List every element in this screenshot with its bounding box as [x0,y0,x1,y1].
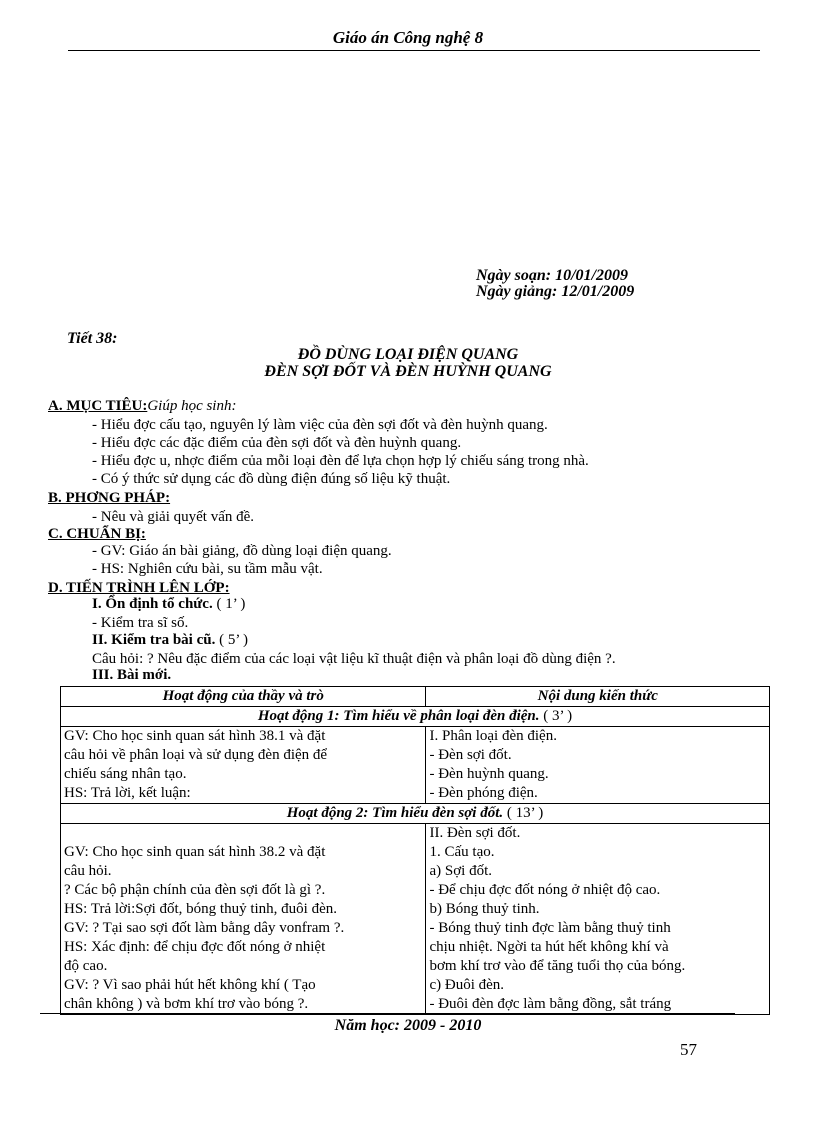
cell-line: - Đuôi đèn đợc làm bằng đồng, sắt tráng [429,996,672,1012]
activity-2-row [61,804,770,824]
part-1-title: I. Ổn định tổ chức. [92,596,213,612]
header-rule [68,50,760,51]
cell-line: b) Bóng thuỷ tinh. [429,901,540,917]
cell-line: 1. Cấu tạo. [429,844,495,860]
page-footer: Năm học: 2009 - 2010 [334,1017,482,1034]
cell-line: - Đèn phóng điện. [429,785,538,801]
cell-line: ? Các bộ phận chính của đèn sợi đốt là gì ?. [64,882,326,898]
cell-line: chịu nhiệt. Ngời ta hút hết không khí và [429,939,669,955]
title-line-2: ĐÈN SỢI ĐỐT VÀ ĐÈN HUỲNH QUANG [264,363,552,380]
cell-line: bơm khí trơ vào để tăng tuổi thọ của bóng. [429,958,686,974]
part-1-item: - Kiểm tra sĩ số. [92,615,189,631]
cell-line: câu hỏi về phân loại và sử dụng đèn điện để [64,747,328,763]
date-soan: Ngày soạn: 10/01/2009 [476,267,628,284]
cell-line: - Để chịu đợc đốt nóng ở nhiệt độ cao. [429,882,661,898]
section-c-item: - GV: Giáo án bài giảng, đồ dùng loại điện quang. [92,543,392,559]
activity-1-teacher-cell [61,727,426,804]
activity-2-time: ( 13’ ) [503,805,544,821]
page-number: 57 [680,1040,697,1059]
cell-line: chiếu sáng nhân tạo. [64,766,187,782]
section-a-item: - Hiểu đợc các đặc điểm của đèn sợi đốt và đèn huỳnh quang. [92,435,462,451]
cell-line: II. Đèn sợi đốt. [429,825,521,841]
activity-1-row [61,707,770,727]
section-d-heading: D. TIẾN TRÌNH LÊN LỚP: [48,580,230,596]
activity-2-content-row [61,824,770,1015]
section-a-title: A. MỤC TIÊU: [48,398,148,414]
part-3-heading: III. Bài mới. [92,667,172,683]
section-a-item: - Hiểu đợc u, nhợc điểm của mỗi loại đèn để lựa chọn hợp lý chiếu sáng trong nhà. [92,453,589,469]
cell-line: HS: Trả lời:Sợi đốt, bóng thuỷ tinh, đuôi đèn. [64,901,337,917]
cell-line: - Bóng thuỷ tinh đợc làm bằng thuỷ tinh [429,920,671,936]
cell-line: HS: Xác định: để chịu đợc đốt nóng ở nhiệt [64,939,326,955]
cell-line: GV: ? Tại sao sợi đốt làm bằng dây vonfram ?. [64,920,345,936]
dates-block [476,268,634,300]
cell-line: - Đèn sợi đốt. [429,747,512,763]
cell-line: GV: Cho học sinh quan sát hình 38.1 và đặt [64,728,326,744]
part-2-title: II. Kiểm tra bài cũ. [92,632,216,648]
table-header-col1: Hoạt động của thầy và trò [61,687,426,707]
cell-line: a) Sợi đốt. [429,863,492,879]
title-line-1: ĐỒ DÙNG LOẠI ĐIỆN QUANG [297,346,519,363]
section-c-item: - HS: Nghiên cứu bài, su tầm mẫu vật. [92,561,323,577]
activity-2-teacher-cell [61,824,426,1015]
lesson-title [0,346,816,380]
cell-line: GV: Cho học sinh quan sát hình 38.2 và đặt [64,844,326,860]
cell-line: câu hỏi. [64,863,112,879]
activity-2-label: Hoạt động 2: Tìm hiểu đèn sợi đốt. [286,805,504,821]
cell-line: c) Đuôi đèn. [429,977,505,993]
section-a-heading [48,398,236,415]
cell-line: I. Phân loại đèn điện. [429,728,557,744]
lesson-number: Tiết 38: [67,330,118,347]
activity-2-content-cell [426,824,770,1015]
section-a-item: - Có ý thức sử dụng các đồ dùng điện đúng số liệu kỹ thuật. [92,471,451,487]
cell-line: độ cao. [64,958,108,974]
table-header-col2: Nội dung kiến thức [426,687,770,707]
activity-1-content-row [61,727,770,804]
section-a-item: - Hiểu đợc cấu tạo, nguyên lý làm việc của đèn sợi đốt và đèn huỳnh quang. [92,417,548,433]
date-giang: Ngày giảng: 12/01/2009 [476,283,635,300]
activity-1-label: Hoạt động 1: Tìm hiểu về phân loại đèn điện. [257,708,540,724]
part-1-heading [92,596,245,613]
activity-table [60,686,770,1015]
part-1-time: ( 1’ ) [212,596,246,612]
part-2-time: ( 5’ ) [215,632,248,648]
section-b-item: - Nêu và giải quyết vấn đề. [92,509,255,525]
review-question: Câu hỏi: ? Nêu đặc điểm của các loại vật liệu kĩ thuật điện và phân loại đồ dùng điện ?. [92,651,616,667]
activity-1-content-cell [426,727,770,804]
table-header-row [61,687,770,707]
activity-1-title [61,707,770,727]
footer-rule [40,1013,735,1014]
part-2-heading [92,632,248,649]
section-c-heading: C. CHUẨN BỊ: [48,526,146,542]
section-b-heading: B. PHƠNG PHÁP: [48,490,171,506]
page-header: Giáo án Công nghệ 8 [332,28,484,47]
cell-line: GV: ? Vì sao phải hút hết không khí ( Tạo [64,977,316,993]
cell-line: HS: Trả lời, kết luận: [64,785,191,801]
section-a-subtitle: Giúp học sinh: [147,398,237,414]
activity-1-time: ( 3’ ) [539,708,573,724]
cell-line: chân không ) và bơm khí trơ vào bóng ?. [64,996,309,1012]
activity-2-title [61,804,770,824]
cell-line: - Đèn huỳnh quang. [429,766,549,782]
